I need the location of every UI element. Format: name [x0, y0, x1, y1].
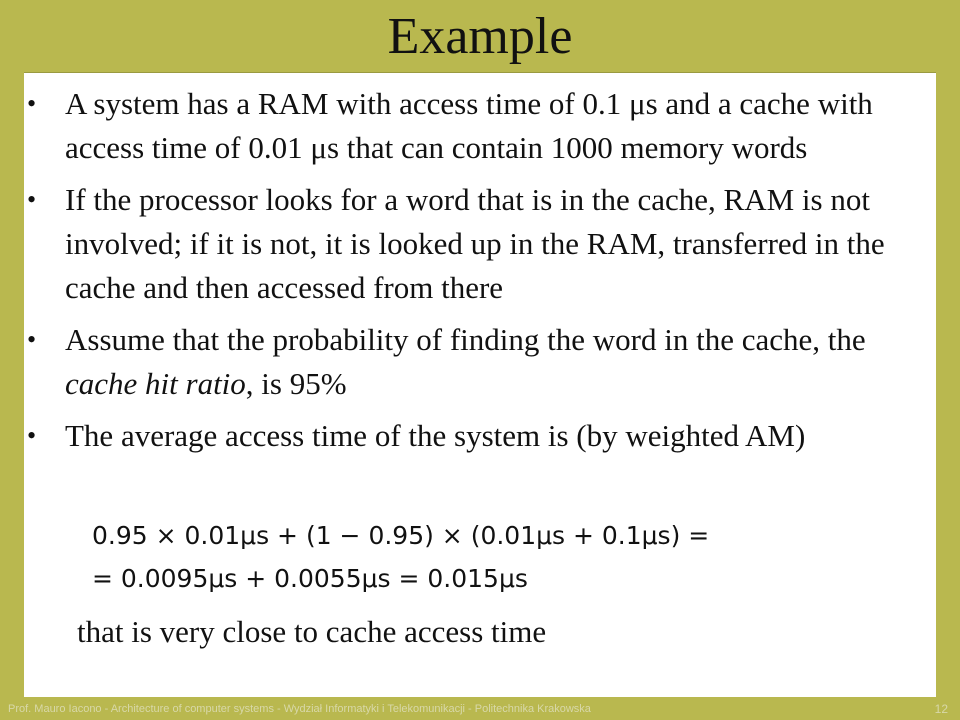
bullet-item [65, 414, 935, 458]
bullet-item [65, 178, 935, 310]
bullet-list [65, 82, 935, 466]
bullet-text-post: , is 95% [245, 366, 347, 401]
conclusion-text: that is very close to cache access time [77, 614, 547, 649]
bullet-text-pre: Assume that the probability of finding the word in the cache, the [65, 322, 866, 357]
bullet-text-italic: cache hit ratio [65, 366, 246, 401]
bullet-text: If the processor looks for a word that is in the cache, RAM is not involved; if it is not, it is looked up in the RAM, transferred in the cache and then accessed from there [65, 182, 885, 305]
bullet-item [65, 82, 935, 170]
bullet-item [65, 318, 935, 406]
bullet-text: A system has a RAM with access time of 0.1 μs and a cache with access time of 0.01 μs that can contain 1000 memory words [65, 86, 873, 165]
equation-line-2: = 0.0095μs + 0.0055μs = 0.015μs [92, 564, 528, 593]
page-number: 12 [934, 702, 948, 716]
bullet-text: The average access time of the system is (by weighted AM) [65, 418, 806, 453]
slide-title: Example [387, 8, 573, 65]
equation-line-1: 0.95 × 0.01μs + (1 − 0.95) × (0.01μs + 0.1μs) = [92, 521, 710, 550]
footer-text: Prof. Mauro Iacono - Architecture of computer systems - Wydział Informatyki i Telekomunikacji - Politechnika Krakowska [8, 703, 591, 715]
